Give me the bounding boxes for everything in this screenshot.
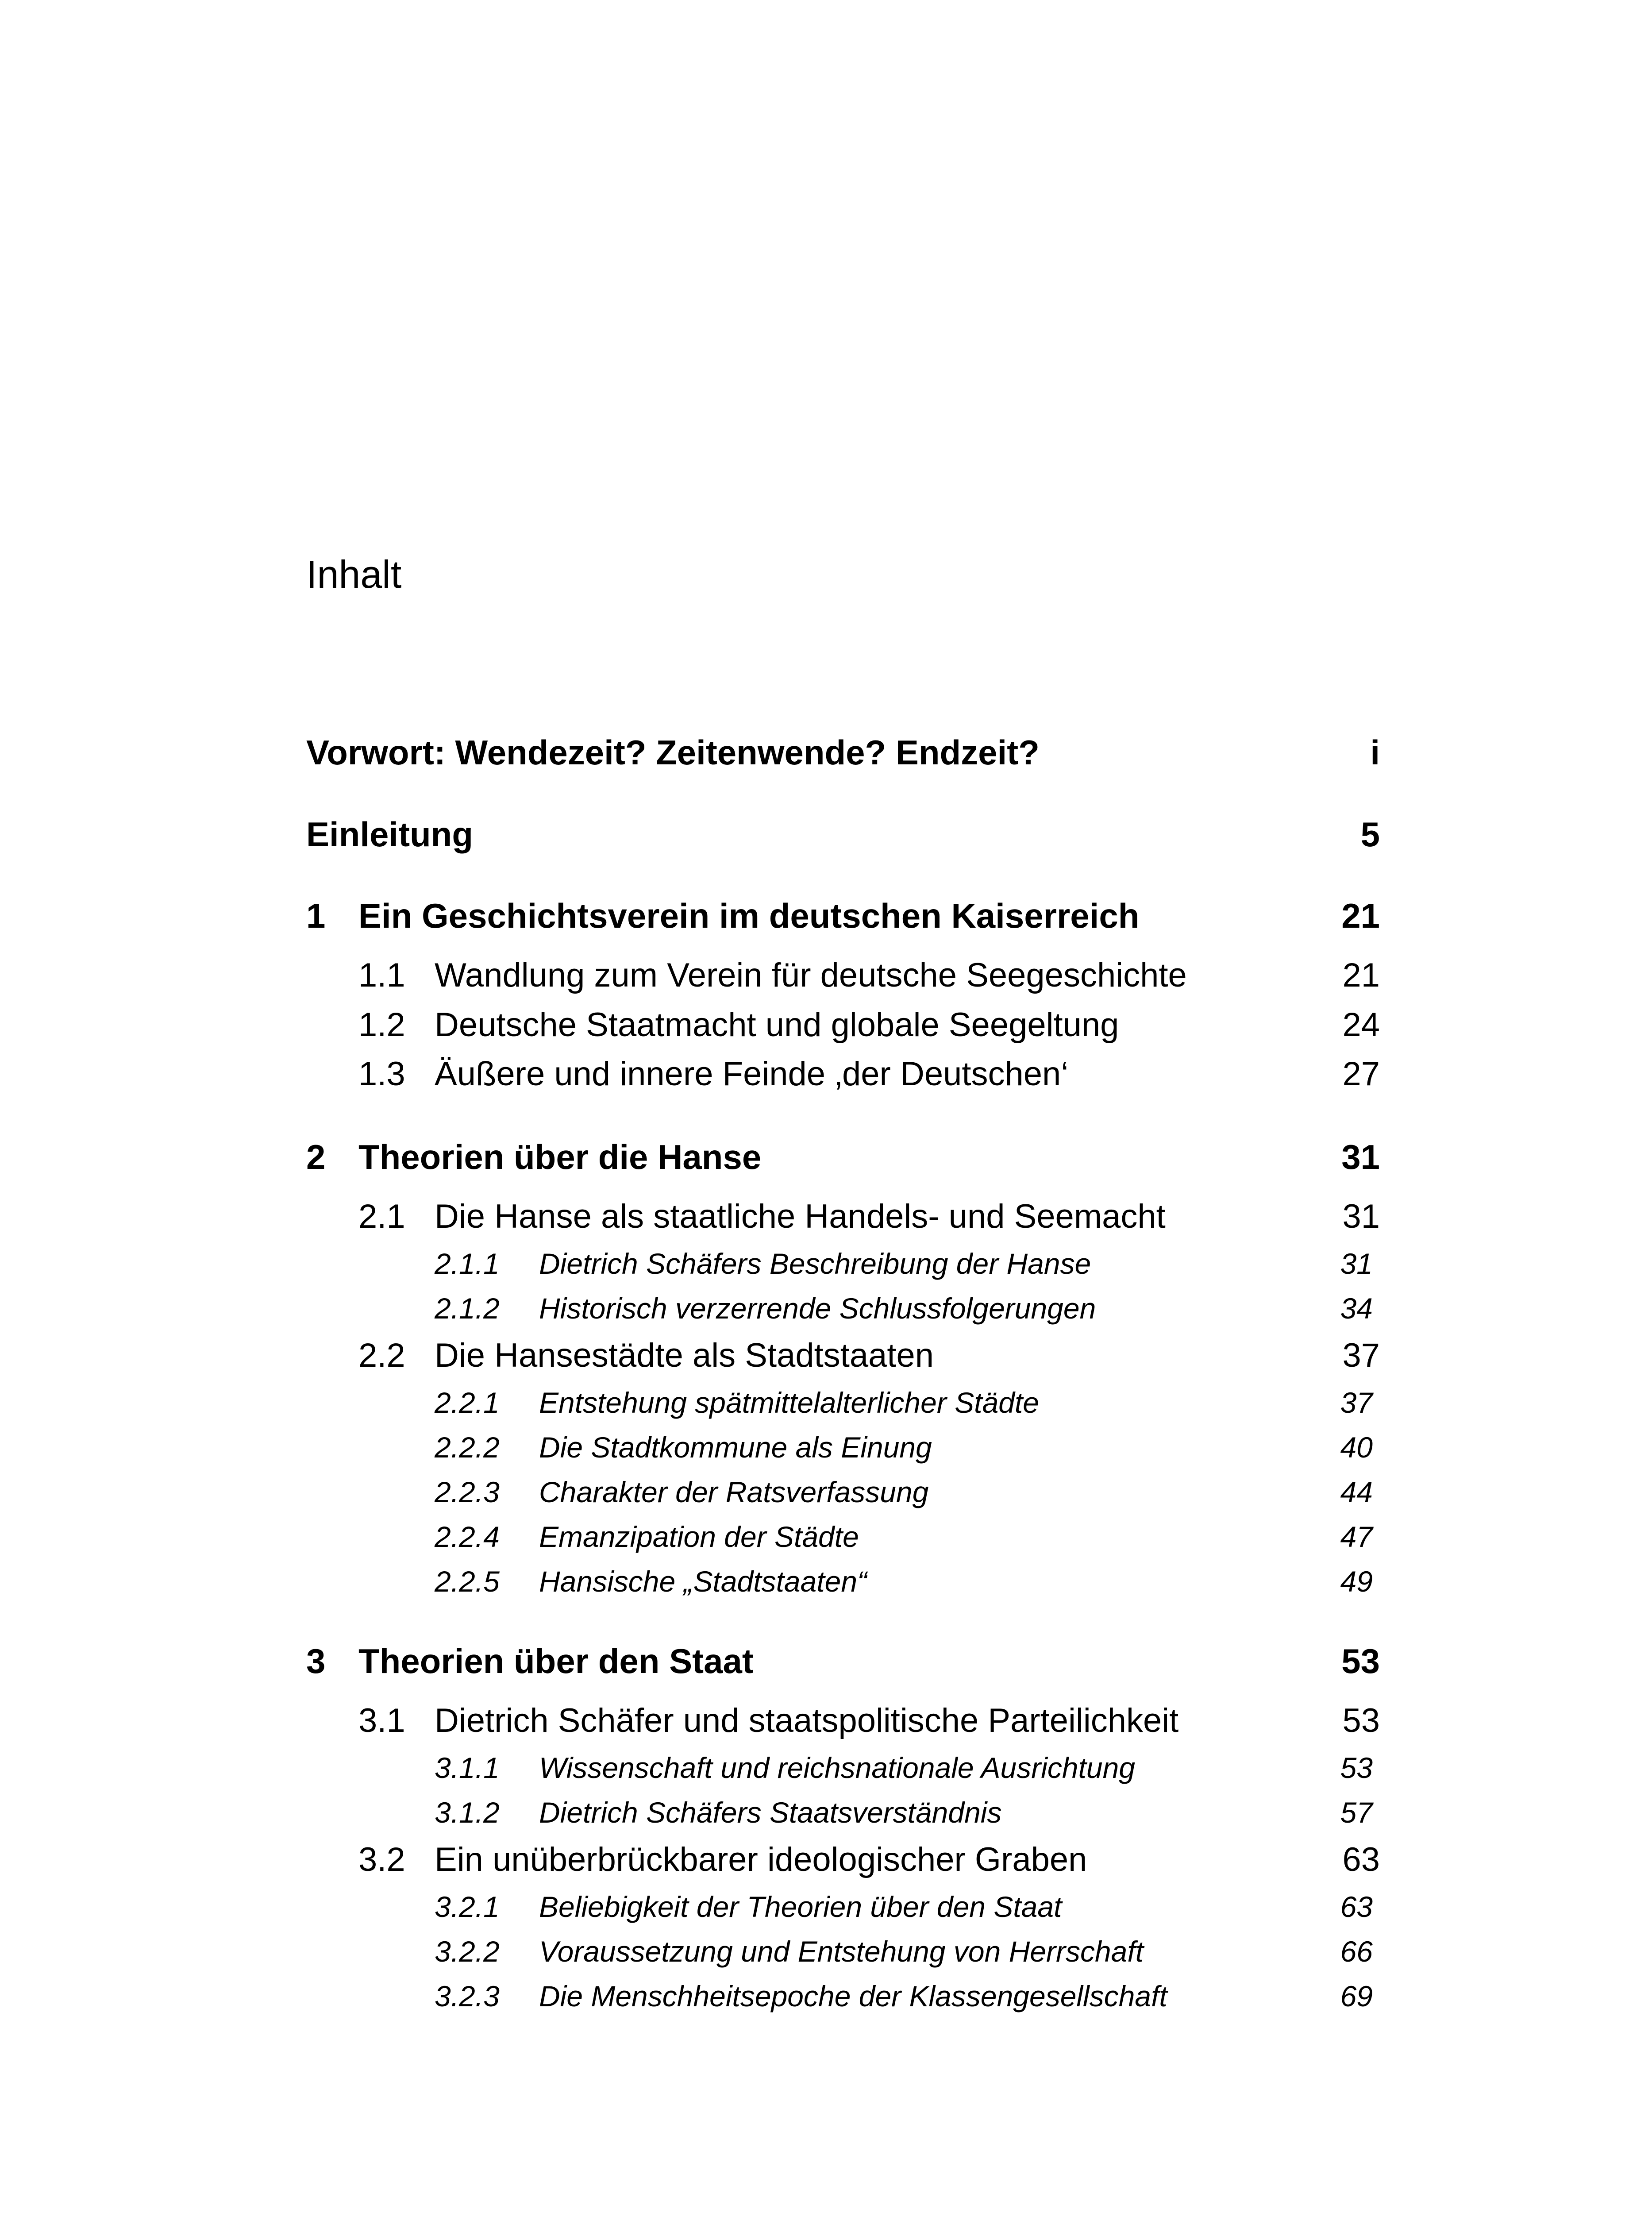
toc-entry-page: 34 (1340, 1292, 1373, 1325)
toc-chapter-3 (306, 1635, 1380, 1688)
toc-entry-einleitung (306, 808, 1380, 861)
toc-entry-page: 63 (1340, 1890, 1373, 1923)
toc-entry-title: Die Stadtkommune als Einung (539, 1431, 932, 1464)
toc-entry-title: Hansische „Stadtstaaten“ (539, 1565, 867, 1598)
toc-entry-page: 53 (1342, 1702, 1380, 1739)
toc-entry-title: Ein unüberbrückbarer ideologischer Graben (435, 1841, 1087, 1878)
toc-entry-page: 37 (1342, 1337, 1380, 1374)
toc-entry-number: 3.2.3 (435, 1980, 500, 2013)
toc-entry-title: Theorien über den Staat (358, 1642, 754, 1681)
toc-entry-title: Theorien über die Hanse (358, 1137, 762, 1176)
toc-entry-page: 47 (1340, 1520, 1373, 1553)
toc-section-2-1 (306, 1190, 1380, 1243)
toc-entry-title: Vorwort: Wendezeit? Zeitenwende? Endzeit? (306, 733, 1040, 772)
toc-entry-page: 40 (1340, 1431, 1373, 1464)
toc-entry-title: Beliebigkeit der Theorien über den Staat (539, 1890, 1062, 1923)
toc-entry-title: Die Hansestädte als Stadtstaaten (435, 1337, 934, 1374)
toc-section-1-2 (306, 999, 1380, 1052)
toc-entry-number: 1.2 (358, 1006, 405, 1044)
toc-entry-number: 2.1 (358, 1198, 405, 1235)
toc-section-2-2 (306, 1329, 1380, 1382)
toc-entry-page: 57 (1340, 1796, 1373, 1829)
toc-entry-page: 31 (1341, 1137, 1380, 1176)
toc-entry-number: 1 (306, 896, 326, 935)
toc-entry-number: 3.1.2 (435, 1796, 500, 1829)
toc-entry-number: 3.2.2 (435, 1935, 500, 1968)
toc-chapter-2 (306, 1130, 1380, 1184)
toc-subsection-2-2-5 (306, 1555, 1380, 1608)
toc-entry-number: 2.2.3 (435, 1476, 500, 1508)
toc-entry-title: Dietrich Schäfers Beschreibung der Hanse (539, 1247, 1091, 1280)
toc-subsection-3-2-3 (306, 1970, 1380, 2023)
toc-entry-title: Die Hanse als staatliche Handels- und Seemacht (435, 1198, 1166, 1235)
toc-entry-page: 44 (1340, 1476, 1373, 1508)
toc-entry-title: Charakter der Ratsverfassung (539, 1476, 929, 1508)
toc-entry-page: 66 (1340, 1935, 1373, 1968)
toc-section-1-1 (306, 949, 1380, 1002)
toc-entry-number: 3.2.1 (435, 1890, 500, 1923)
toc-entry-number: 3.1 (358, 1702, 405, 1739)
toc-chapter-1 (306, 889, 1380, 942)
toc-section-1-3 (306, 1048, 1380, 1101)
toc-entry-title: Die Menschheitsepoche der Klassengesellschaft (539, 1980, 1167, 2013)
toc-entry-page: 21 (1341, 896, 1380, 935)
toc-entry-page: 31 (1340, 1247, 1373, 1280)
toc-entry-number: 2.1.2 (435, 1292, 500, 1325)
toc-entry-number: 1.3 (358, 1055, 405, 1093)
toc-entry-title: Äußere und innere Feinde ‚der Deutschen‘ (435, 1055, 1069, 1093)
toc-entry-number: 1.1 (358, 956, 405, 994)
toc-entry-title: Historisch verzerrende Schlussfolgerungen (539, 1292, 1096, 1325)
toc-entry-title: Ein Geschichtsverein im deutschen Kaiserreich (358, 896, 1140, 935)
toc-entry-title: Dietrich Schäfer und staatspolitische Parteilichkeit (435, 1702, 1179, 1739)
toc-entry-page: 31 (1342, 1198, 1380, 1235)
toc-entry-number: 2.2 (358, 1337, 405, 1374)
toc-entry-page: 24 (1342, 1006, 1380, 1044)
toc-entry-number: 2.2.1 (435, 1386, 500, 1419)
toc-subsection-3-1-2 (306, 1786, 1380, 1839)
toc-entry-page: 63 (1342, 1841, 1380, 1878)
toc-entry-number: 3.2 (358, 1841, 405, 1878)
toc-entry-number: 2.2.5 (435, 1565, 500, 1598)
toc-entry-vorwort (306, 726, 1380, 779)
toc-entry-title: Entstehung spätmittelalterlicher Städte (539, 1386, 1039, 1419)
toc-entry-title: Wandlung zum Verein für deutsche Seegeschichte (435, 956, 1187, 994)
toc-entry-page: 37 (1340, 1386, 1373, 1419)
toc-entry-title: Einleitung (306, 815, 473, 854)
toc-entry-page: 5 (1360, 815, 1380, 854)
toc-entry-page: 69 (1340, 1980, 1373, 2013)
toc-entry-number: 2 (306, 1137, 326, 1176)
toc-section-3-2 (306, 1833, 1380, 1886)
toc-entry-page: 49 (1340, 1565, 1373, 1598)
toc-entry-number: 2.2.4 (435, 1520, 500, 1553)
toc-section-3-1 (306, 1694, 1380, 1747)
toc-subsection-2-1-2 (306, 1282, 1380, 1335)
toc-entry-page: i (1370, 733, 1380, 772)
toc-entry-page: 53 (1341, 1642, 1380, 1681)
toc-entry-title: Emanzipation der Städte (539, 1520, 859, 1553)
toc-entry-number: 2.2.2 (435, 1431, 500, 1464)
toc-entry-number: 3.1.1 (435, 1751, 500, 1784)
toc-entry-number: 3 (306, 1642, 326, 1681)
page-title: Inhalt (306, 552, 402, 596)
toc-entry-title: Dietrich Schäfers Staatsverständnis (539, 1796, 1002, 1829)
toc-entry-title: Voraussetzung und Entstehung von Herrschaft (539, 1935, 1144, 1968)
toc-entry-title: Wissenschaft und reichsnationale Ausrichtung (539, 1751, 1136, 1784)
toc-entry-page: 21 (1342, 956, 1380, 994)
toc-entry-title: Deutsche Staatmacht und globale Seegeltung (435, 1006, 1119, 1044)
toc-entry-page: 53 (1340, 1751, 1373, 1784)
toc-entry-page: 27 (1342, 1055, 1380, 1093)
toc-entry-number: 2.1.1 (435, 1247, 500, 1280)
